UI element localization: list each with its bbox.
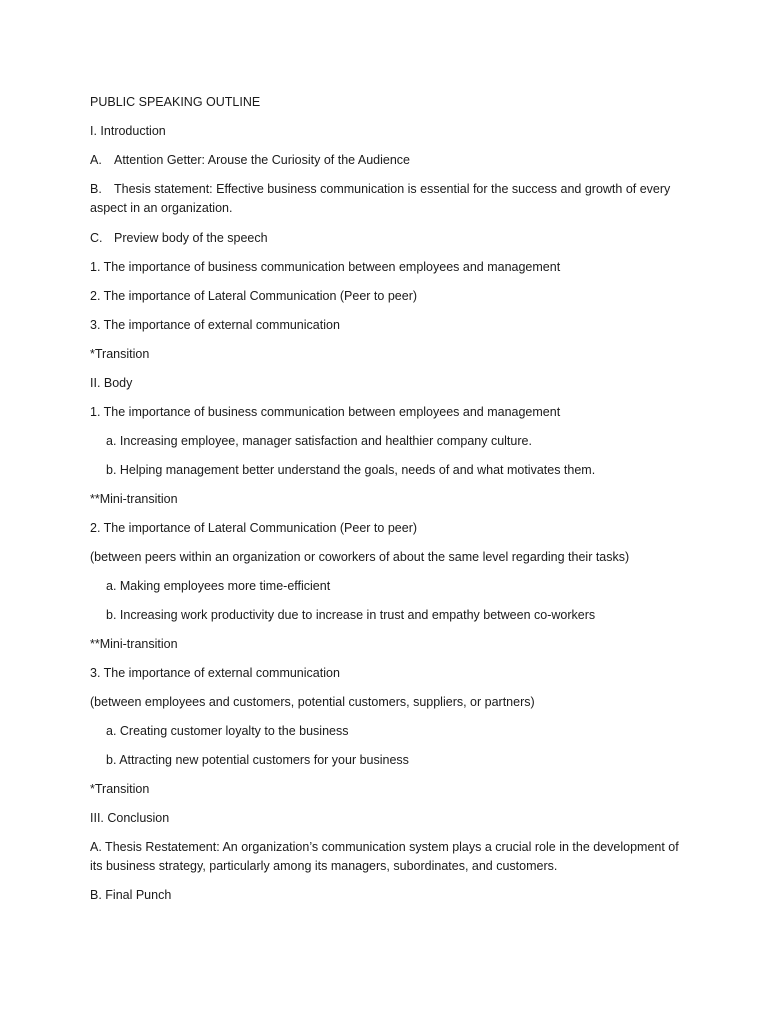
intro-item-b-marker: B.: [90, 182, 102, 196]
body-item-2b: b. Increasing work productivity due to increase in trust and empathy between co-workers: [106, 608, 596, 622]
intro-item-a-text: Attention Getter: Arouse the Curiosity of the Audience: [114, 153, 411, 167]
body-item-3: 3. The importance of external communication: [90, 666, 340, 680]
body-item-3-note: (between employees and customers, potential customers, suppliers, or partners): [90, 695, 535, 709]
body-item-2: 2. The importance of Lateral Communication (Peer to peer): [90, 521, 418, 535]
conclusion-item-b: B. Final Punch: [90, 888, 172, 902]
transition-1: *Transition: [90, 347, 150, 361]
conclusion-heading: III. Conclusion: [90, 811, 170, 825]
intro-item-c-text: Preview body of the speech: [114, 231, 268, 245]
intro-heading: I. Introduction: [90, 124, 166, 138]
body-item-3a: a. Creating customer loyalty to the business: [106, 724, 349, 738]
intro-item-a: [90, 151, 680, 170]
body-item-2a: a. Making employees more time-efficient: [106, 579, 331, 593]
intro-item-c-marker: C.: [90, 231, 103, 245]
body-item-1: 1. The importance of business communication between employees and management: [90, 405, 561, 419]
body-item-1a: a. Increasing employee, manager satisfaction and healthier company culture.: [106, 434, 532, 448]
body-item-2-note: (between peers within an organization or coworkers of about the same level regarding their tasks): [90, 550, 630, 564]
mini-transition-2: **Mini-transition: [90, 637, 178, 651]
preview-item-3: 3. The importance of external communication: [90, 318, 340, 332]
document-title: PUBLIC SPEAKING OUTLINE: [90, 95, 261, 109]
body-item-1b: b. Helping management better understand the goals, needs of and what motivates them.: [106, 463, 596, 477]
body-item-3b: b. Attracting new potential customers for your business: [106, 753, 409, 767]
intro-item-c: [90, 229, 680, 248]
intro-item-b: [90, 180, 680, 218]
body-heading: II. Body: [90, 376, 133, 390]
mini-transition-1: **Mini-transition: [90, 492, 178, 506]
transition-2: *Transition: [90, 782, 150, 796]
conclusion-item-a: A. Thesis Restatement: An organization’s communication system plays a crucial role in the development of its business strategy, particularly among its managers, subordinates, and customers.: [90, 840, 679, 873]
intro-item-a-marker: A.: [90, 153, 102, 167]
preview-item-1: 1. The importance of business communication between employees and management: [90, 260, 561, 274]
preview-item-2: 2. The importance of Lateral Communication (Peer to peer): [90, 289, 418, 303]
intro-item-b-text: Thesis statement: Effective business communication is essential for the success and growth of every aspect in an organization.: [90, 182, 671, 215]
